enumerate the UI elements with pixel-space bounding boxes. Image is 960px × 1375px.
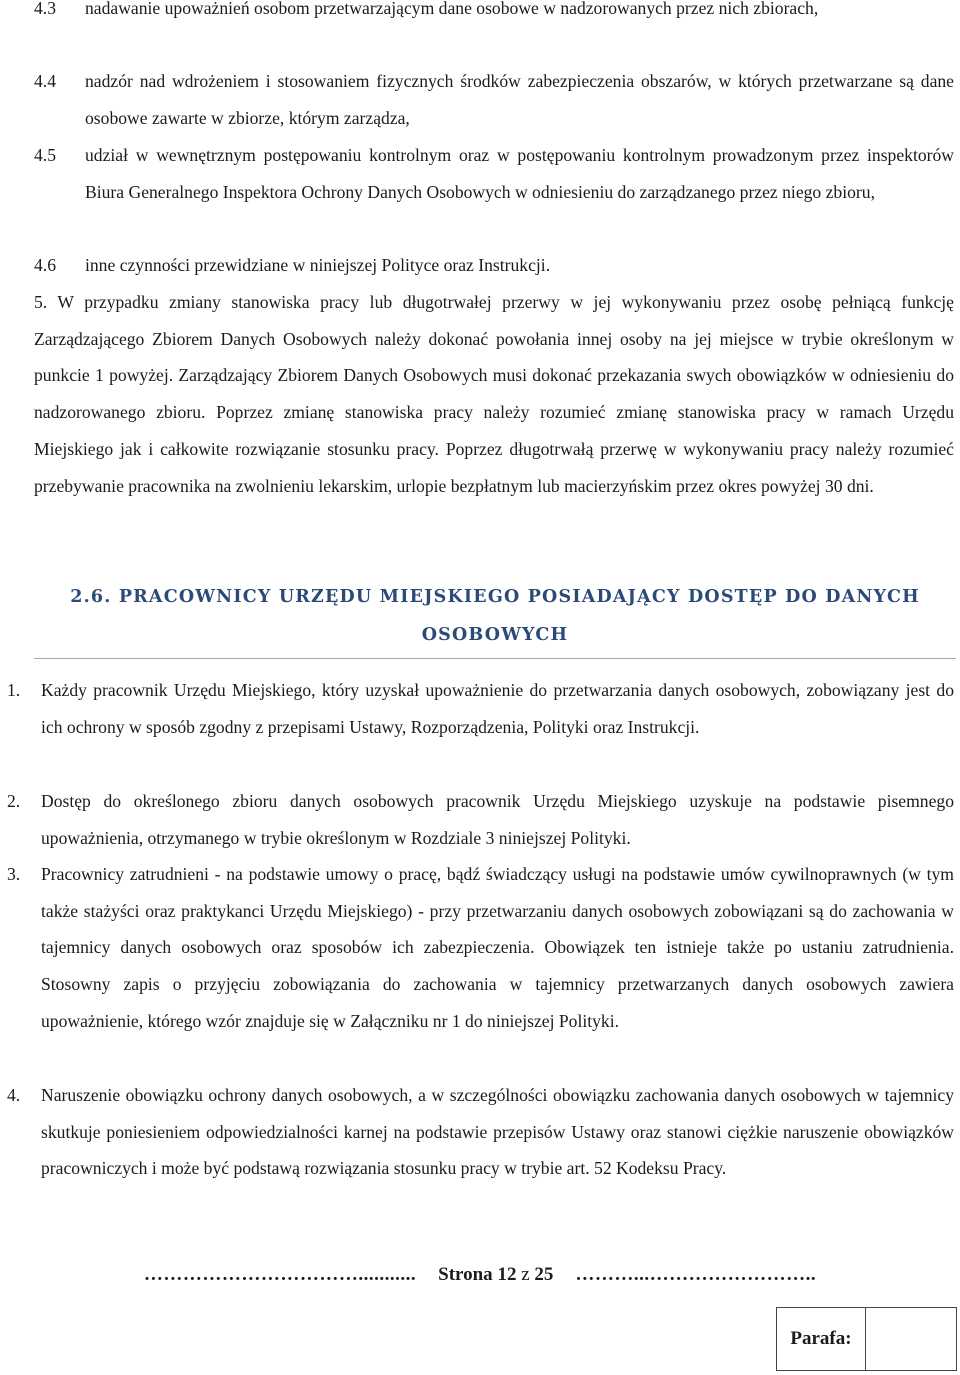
item-text: Każdy pracownik Urzędu Miejskiego, który uzyskał upoważnienie do przetwarzania danych osobowych, zobowiązany jest do ich ochrony w sposób zgodny z przepisami Ustawy, Rozporządzenia, Polityki oraz Instrukcji. — [41, 680, 954, 737]
item-text: nadawanie upoważnień osobom przetwarzającym dane osobowe w nadzorowanych przez nich zbiorach, — [85, 0, 819, 18]
page-word: Strona — [438, 1264, 493, 1285]
item-number: 4. — [7, 1085, 21, 1105]
list-item-1 — [7, 672, 954, 745]
item-number: 4.3 — [34, 0, 56, 18]
list-item-3 — [7, 856, 954, 1040]
section-heading — [34, 578, 956, 654]
signature-box — [776, 1307, 957, 1371]
item-text: Pracownicy zatrudnieni - na podstawie umowy o pracę, bądź świadczący usługi na podstawie umów cywilnoprawnych (w tym także stażyści oraz praktykanci Urzędu Miejskiego) - przy przetwarzaniu danych osobowych zobowiązani są do zachowania w tajemnicy danych osobowych oraz sposobów ich zabezpieczenia. Obowiązek ten istnieje także po ustaniu zatrudnienia. Stosowny zapis o przyjęciu zobowiązania do zachowania w tajemnicy przetwarzanych danych osobowych zawiera upoważnienie, którego wzór znajduje się w Załączniku nr 1 do niniejszej Polityki. — [41, 864, 954, 1031]
item-text: inne czynności przewidziane w niniejszej Polityce oraz Instrukcji. — [85, 255, 551, 275]
item-number: 5. — [34, 292, 48, 312]
item-text: Dostęp do określonego zbioru danych osobowych pracownik Urzędu Miejskiego uzyskuje na podstawie pisemnego upoważnienia, otrzymanego w trybie określonym w Rozdziale 3 niniejszej Polityki. — [41, 791, 954, 848]
page-total: 25 — [534, 1264, 554, 1285]
item-number: 4.5 — [34, 145, 56, 165]
item-text: W przypadku zmiany stanowiska pracy lub długotrwałej przerwy w jej wykonywaniu przez osobę pełniącą funkcję Zarządzającego Zbiorem Danych Osobowych należy dokonać powołania innej osoby na jej miejsce w trybie określonym w punkcie 1 powyżej. Zarządzający Zbiorem Danych Osobowych musi dokonać przekazania swych obowiązków w odniesieniu do nadzorowanego zbioru. Poprzez zmianę stanowiska pracy należy rozumieć zmianę stanowiska pracy w ramach Urzędu Miejskiego jak i całkowite rozwiązanie stosunku pracy. Poprzez długotrwałą przerwę w wykonywaniu pracy należy rozumieć przebywanie pracownika na zwolnieniu lekarskim, urlopie bezpłatnym lub macierzyńskim przez okres powyżej 30 dni. — [34, 292, 954, 496]
list-item-4-6 — [34, 247, 954, 284]
page-of-word: z — [521, 1264, 530, 1285]
list-item-4 — [7, 1077, 954, 1187]
item-number: 1. — [7, 680, 21, 700]
item-number: 2. — [7, 791, 21, 811]
list-item-4-3 — [34, 0, 954, 27]
footer-dots-right: ………...…………………….. — [575, 1264, 817, 1285]
item-number: 3. — [7, 864, 21, 884]
footer-dots-left: ……………………………........... — [143, 1264, 417, 1285]
heading-divider — [34, 658, 956, 659]
signature-label: Parafa: — [777, 1308, 866, 1370]
item-number: 4.4 — [34, 71, 56, 91]
list-item-2 — [7, 783, 954, 856]
list-item-4-5 — [34, 137, 954, 210]
page-number — [438, 1264, 553, 1285]
item-text: udział w wewnętrznym postępowaniu kontrolnym oraz w postępowaniu kontrolnym prowadzonym przez inspektorów Biura Generalnego Inspektora Ochrony Danych Osobowych w odniesieniu do zarządzanego przez niego zbioru, — [85, 145, 954, 202]
item-text: nadzór nad wdrożeniem i stosowaniem fizycznych środków zabezpieczenia obszarów, w których przetwarzane są dane osobowe zawarte w zbiorze, którym zarządza, — [85, 71, 954, 128]
section-heading-line1: 2.6. PRACOWNICY URZĘDU MIEJSKIEGO POSIADAJĄCY DOSTĘP DO DANYCH — [70, 587, 920, 607]
signature-field — [866, 1308, 956, 1370]
item-text: Naruszenie obowiązku ochrony danych osobowych, a w szczególności obowiązku zachowania danych osobowych w tajemnicy skutkuje poniesieniem odpowiedzialności karnej na podstawie przepisów Ustawy oraz stanowi ciężkie naruszenie obowiązków pracowniczych i może być podstawą rozwiązania stosunku pracy w trybie art. 52 Kodeksu Pracy. — [41, 1085, 954, 1179]
item-number: 4.6 — [34, 255, 56, 275]
section-heading-line2: OSOBOWYCH — [421, 625, 569, 645]
page-footer — [0, 1264, 960, 1286]
paragraph-5 — [34, 284, 954, 504]
list-item-4-4 — [34, 63, 954, 136]
page-current: 12 — [497, 1264, 517, 1285]
